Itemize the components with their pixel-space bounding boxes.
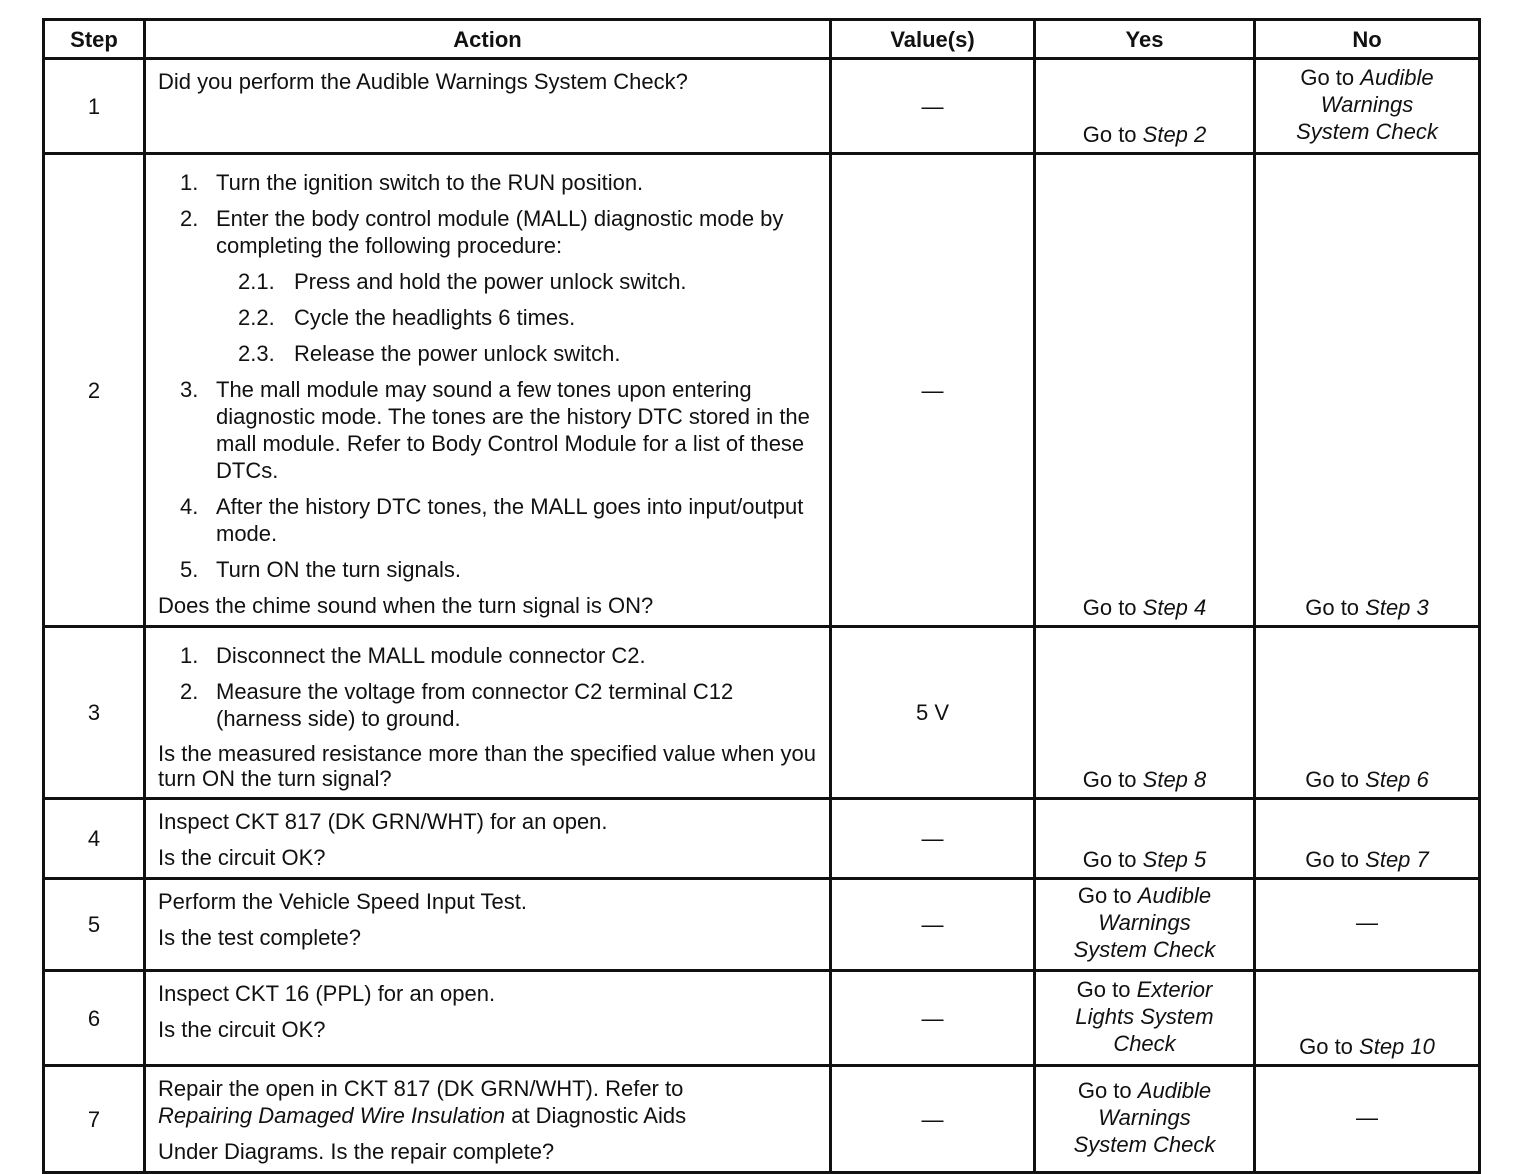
item-text: After the history DTC tones, the MALL goes into input/output mode. — [216, 494, 804, 546]
item-number: 2.1. — [238, 269, 275, 294]
action-cell — [145, 879, 831, 971]
item-number: 3. — [180, 377, 199, 402]
item-text: Enter the body control module (MALL) diagnostic mode by completing the following procedure: — [216, 206, 784, 258]
yes-link[interactable]: Audible — [1137, 883, 1212, 908]
list-item — [158, 642, 819, 669]
list-item — [216, 268, 819, 295]
list-item — [216, 340, 819, 367]
table-row — [44, 971, 1480, 1066]
action-text: Perform the Vehicle Speed Input Test. — [158, 889, 527, 914]
yes-cell — [1035, 879, 1255, 971]
table-row — [44, 1066, 1480, 1173]
item-number: 1. — [180, 170, 199, 195]
yes-prefix: Go to — [1082, 847, 1143, 872]
item-number: 1. — [180, 643, 199, 668]
table-row — [44, 799, 1480, 879]
yes-link[interactable]: Warnings — [1098, 1104, 1191, 1130]
value-cell: — — [831, 1066, 1035, 1173]
yes-prefix: Go to — [1076, 976, 1137, 1002]
action-cell — [145, 154, 831, 627]
value-cell: — — [831, 154, 1035, 627]
step-number: 6 — [44, 971, 145, 1066]
yes-link[interactable]: System Check — [1073, 1131, 1216, 1157]
no-cell — [1255, 59, 1480, 154]
action-question: Is the circuit OK? — [158, 1017, 326, 1042]
action-cell — [145, 971, 831, 1066]
item-number: 5. — [180, 557, 199, 582]
value-cell: 5 V — [831, 627, 1035, 799]
value-cell: — — [831, 971, 1035, 1066]
no-prefix: Go to — [1305, 767, 1366, 792]
action-question: Is the test complete? — [158, 925, 361, 950]
action-text-a: Repair the open in CKT 817 (DK GRN/WHT). Refer to — [158, 1076, 684, 1101]
action-steps — [158, 169, 819, 583]
item-number: 2. — [180, 206, 199, 231]
yes-cell — [1035, 154, 1255, 627]
item-text: Release the power unlock switch. — [294, 341, 621, 366]
action-question: Did you perform the Audible Warnings System Check? — [158, 69, 688, 94]
header-no: No — [1255, 20, 1480, 59]
yes-link[interactable]: Check — [1113, 1030, 1176, 1056]
no-cell: — — [1255, 879, 1480, 971]
action-question: Under Diagrams. Is the repair complete? — [158, 1139, 555, 1164]
yes-link[interactable]: Step 4 — [1142, 595, 1207, 620]
item-number: 2. — [180, 679, 199, 704]
item-text: Turn ON the turn signals. — [216, 557, 461, 582]
action-steps — [158, 642, 819, 732]
item-number: 2.2. — [238, 305, 275, 330]
action-text — [158, 1075, 819, 1129]
value-cell: — — [831, 879, 1035, 971]
table-row — [44, 59, 1480, 154]
yes-cell — [1035, 59, 1255, 154]
table-row — [44, 879, 1480, 971]
yes-cell — [1035, 627, 1255, 799]
action-text-b: at Diagnostic Aids — [505, 1103, 687, 1128]
step-number: 1 — [44, 59, 145, 154]
list-item — [158, 678, 819, 732]
yes-prefix: Go to — [1077, 883, 1138, 908]
no-cell — [1255, 971, 1480, 1066]
step-number: 7 — [44, 1066, 145, 1173]
yes-prefix: Go to — [1077, 1077, 1138, 1103]
no-link[interactable]: Step 7 — [1365, 847, 1429, 872]
no-cell — [1255, 799, 1480, 879]
action-question: Is the measured resistance more than the specified value when you turn ON the turn signal? — [158, 741, 816, 791]
list-item — [158, 493, 819, 547]
no-cell: — — [1255, 1066, 1480, 1173]
sub-steps — [216, 268, 819, 367]
diagnostic-table — [42, 18, 1481, 1174]
item-number: 4. — [180, 494, 199, 519]
item-text: Turn the ignition switch to the RUN position. — [216, 170, 644, 195]
no-prefix: Go to — [1305, 595, 1366, 620]
no-link[interactable]: Step 10 — [1359, 1034, 1435, 1059]
action-cell — [145, 627, 831, 799]
header-step: Step — [44, 20, 145, 59]
action-cell — [145, 799, 831, 879]
list-item — [216, 304, 819, 331]
yes-prefix: Go to — [1082, 122, 1143, 147]
yes-link[interactable]: Step 8 — [1142, 767, 1207, 792]
no-cell — [1255, 627, 1480, 799]
no-cell — [1255, 154, 1480, 627]
yes-link[interactable]: Step 5 — [1142, 847, 1207, 872]
yes-link[interactable]: Step 2 — [1142, 122, 1207, 147]
no-link[interactable]: Audible — [1360, 65, 1434, 90]
action-cell — [145, 59, 831, 154]
action-text: Inspect CKT 16 (PPL) for an open. — [158, 981, 496, 1006]
step-number: 3 — [44, 627, 145, 799]
reference-link[interactable]: Repairing Damaged Wire Insulation — [158, 1103, 506, 1128]
item-number: 2.3. — [238, 341, 275, 366]
header-action: Action — [145, 20, 831, 59]
item-text: Cycle the headlights 6 times. — [294, 305, 576, 330]
yes-link[interactable]: Lights System — [1075, 1003, 1214, 1029]
list-item — [158, 556, 819, 583]
header-yes: Yes — [1035, 20, 1255, 59]
list-item — [158, 376, 819, 484]
no-link[interactable]: Warnings — [1320, 92, 1414, 117]
step-number: 2 — [44, 154, 145, 627]
table-row — [44, 627, 1480, 799]
value-cell: — — [831, 799, 1035, 879]
item-text: Disconnect the MALL module connector C2. — [216, 643, 646, 668]
list-item — [158, 169, 819, 196]
header-values: Value(s) — [831, 20, 1035, 59]
header-row — [44, 20, 1480, 59]
step-number: 4 — [44, 799, 145, 879]
no-link[interactable]: Step 3 — [1365, 595, 1429, 620]
step-number: 5 — [44, 879, 145, 971]
action-cell — [145, 1066, 831, 1173]
yes-cell — [1035, 799, 1255, 879]
no-link[interactable]: Step 6 — [1365, 767, 1429, 792]
action-question: Does the chime sound when the turn signal is ON? — [158, 593, 654, 618]
item-text: Press and hold the power unlock switch. — [294, 269, 687, 294]
yes-link[interactable]: Audible — [1137, 1077, 1212, 1103]
no-prefix: Go to — [1300, 65, 1361, 90]
value-cell: — — [831, 59, 1035, 154]
action-question: Is the circuit OK? — [158, 845, 326, 870]
yes-cell — [1035, 971, 1255, 1066]
yes-cell — [1035, 1066, 1255, 1173]
action-text: Inspect CKT 817 (DK GRN/WHT) for an open. — [158, 809, 608, 834]
yes-link[interactable]: Exterior — [1136, 976, 1213, 1002]
no-prefix: Go to — [1299, 1034, 1360, 1059]
no-prefix: Go to — [1305, 847, 1366, 872]
yes-prefix: Go to — [1082, 767, 1143, 792]
yes-link[interactable]: Warnings — [1098, 910, 1191, 935]
yes-link[interactable]: System Check — [1073, 937, 1216, 962]
list-item — [158, 205, 819, 367]
table-row — [44, 154, 1480, 627]
yes-prefix: Go to — [1082, 595, 1143, 620]
item-text: Measure the voltage from connector C2 terminal C12 (harness side) to ground. — [216, 679, 734, 731]
item-text: The mall module may sound a few tones upon entering diagnostic mode. The tones are the history DTC stored in the mall module. Refer to Body Control Module for a list of these DTCs. — [216, 377, 810, 483]
no-link[interactable]: System Check — [1296, 119, 1438, 144]
